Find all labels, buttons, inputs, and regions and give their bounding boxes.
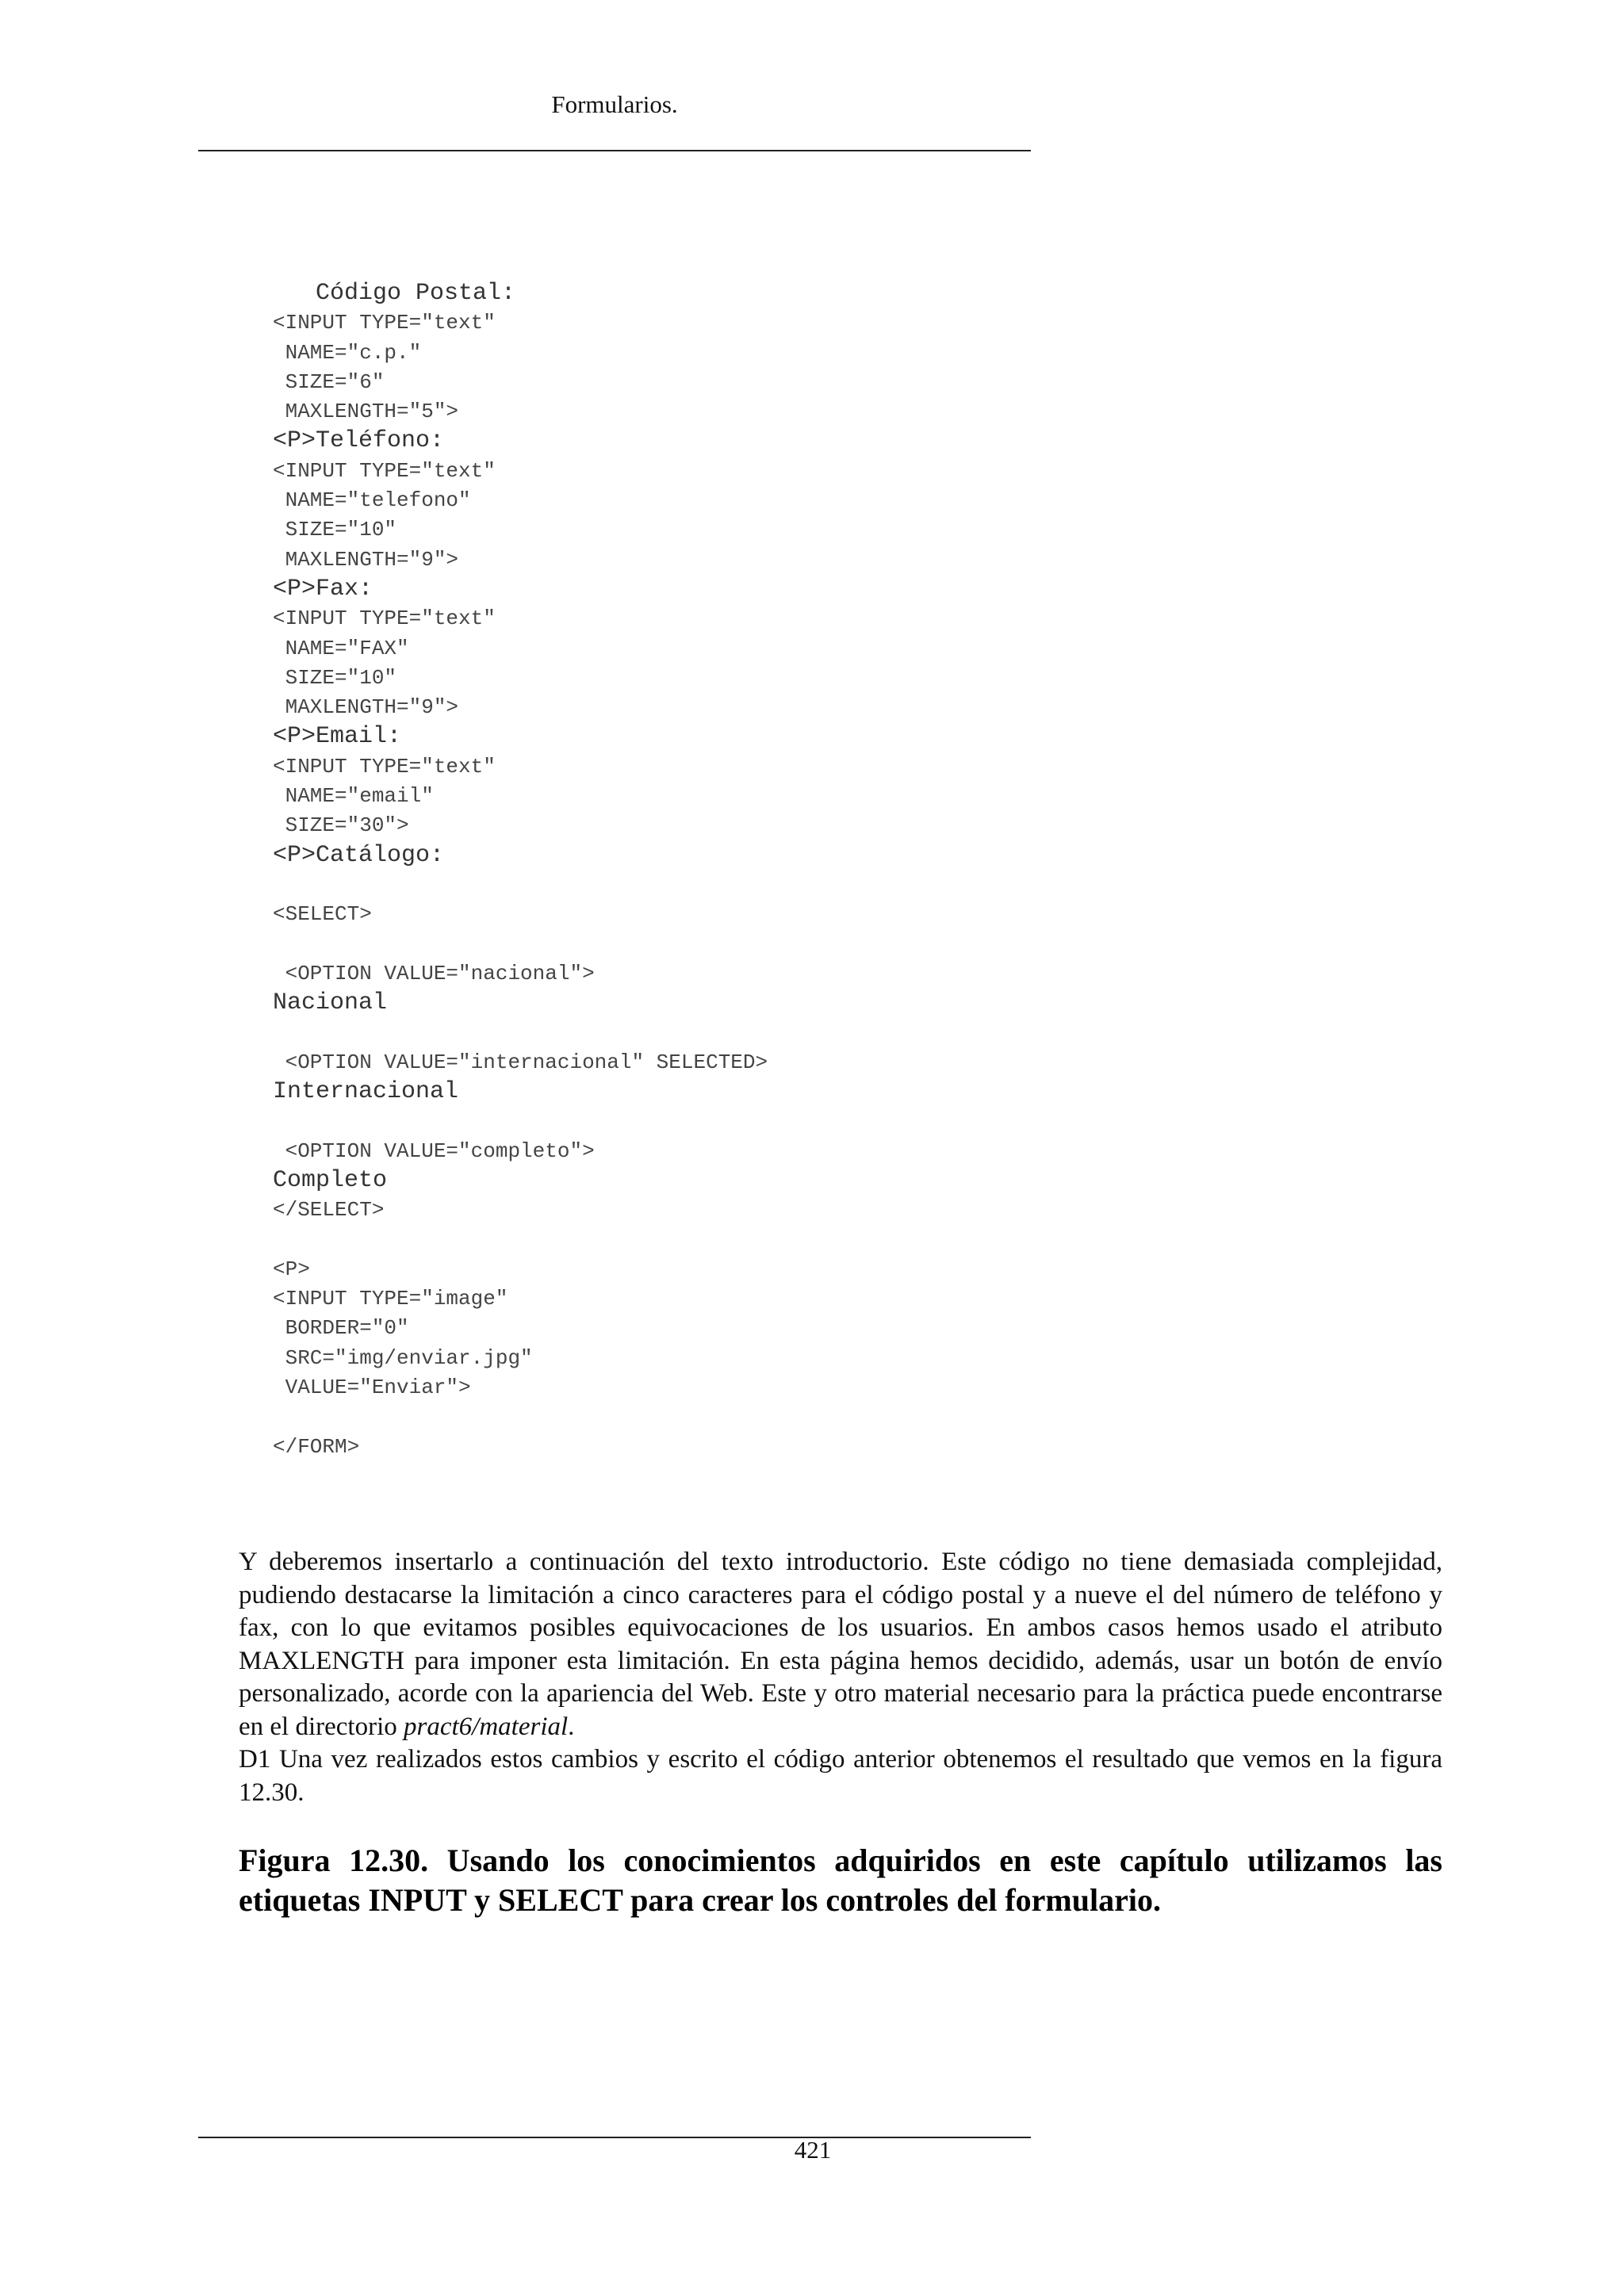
code-blank-line: [273, 1402, 1383, 1432]
paragraph-intro-text: Y deberemos insertarlo a continuación del texto introductorio. Este código no tiene demasiada complejidad, pudiendo destacarse la limitación a cinco caracteres para el código postal y a nueve el del número de teléfono y fax, con lo que evitamos posibles equivocaciones de los usuarios. En ambos casos hemos usado el atributo MAXLENGTH para imponer esta limitación. En esta página hemos decidido, además, usar un botón de envío personalizado, acorde con la apariencia del Web. Este y otro material necesario para la práctica puede encontrarse en el directorio: [239, 1548, 1442, 1741]
code-line: Internacional: [273, 1078, 459, 1106]
code-line: MAXLENGTH="9">: [273, 695, 459, 720]
code-line: MAXLENGTH="5">: [273, 400, 459, 424]
code-line: NAME="telefono": [273, 488, 471, 513]
code-line: NAME="c.p.": [273, 340, 422, 365]
code-line: <INPUT TYPE="text": [273, 754, 496, 779]
page-number: 421: [794, 2136, 832, 2164]
code-blank-line: [273, 1018, 1383, 1047]
code-line: Nacional: [273, 989, 388, 1017]
code-line: <OPTION VALUE="internacional" SELECTED>: [273, 1050, 768, 1074]
paragraph-result: D1 Una vez realizados estos cambios y escrito el código anterior obtenemos el resultado que vemos en la figura 12.30.: [239, 1745, 1442, 1807]
code-line: <INPUT TYPE="text": [273, 311, 496, 335]
code-line: MAXLENGTH="9">: [273, 547, 459, 572]
code-line: SIZE="10": [273, 665, 397, 690]
code-blank-line: [273, 930, 1383, 959]
code-line: NAME="email": [273, 784, 434, 809]
code-line: <P>Fax:: [273, 575, 373, 603]
paragraph-intro-end: .: [568, 1712, 575, 1741]
directory-path: pract6/material: [404, 1712, 569, 1741]
code-line: Completo: [273, 1166, 388, 1194]
code-listing: [273, 279, 1383, 1462]
code-line: BORDER="0": [273, 1316, 409, 1341]
code-line: <OPTION VALUE="nacional">: [273, 961, 595, 985]
code-line: SRC="img/enviar.jpg": [273, 1345, 533, 1370]
code-line: <P>Email:: [273, 723, 402, 751]
code-line: <P>Catálogo:: [273, 841, 445, 869]
code-blank-line: [273, 1107, 1383, 1136]
header-rule: [198, 150, 1031, 151]
figure-caption: Figura 12.30. Usando los conocimientos adquiridos en este capítulo utilizamos las etiquetas INPUT y SELECT para crear los controles del formulario.: [239, 1843, 1442, 1918]
code-blank-line: [273, 871, 1383, 900]
code-line: </FORM>: [273, 1434, 360, 1459]
code-line: Código Postal:: [273, 280, 516, 307]
paragraph-intro: [239, 1546, 1442, 1743]
code-line: <INPUT TYPE="text": [273, 607, 496, 631]
code-line: SIZE="10": [273, 518, 397, 542]
code-line: NAME="FAX": [273, 636, 409, 660]
code-blank-line: [273, 1226, 1383, 1255]
code-line: SIZE="30">: [273, 813, 409, 838]
code-line: <P>: [273, 1257, 310, 1281]
running-header: Formularios.: [551, 90, 678, 118]
code-line: <INPUT TYPE="text": [273, 458, 496, 483]
code-line: </SELECT>: [273, 1198, 385, 1223]
code-line: <OPTION VALUE="completo">: [273, 1138, 595, 1163]
code-line: <SELECT>: [273, 902, 372, 927]
code-line: SIZE="6": [273, 369, 385, 394]
code-line: VALUE="Enviar">: [273, 1375, 471, 1399]
body-text: [239, 1546, 1442, 1809]
code-line: <INPUT TYPE="image": [273, 1287, 508, 1311]
code-line: <P>Teléfono:: [273, 427, 445, 455]
